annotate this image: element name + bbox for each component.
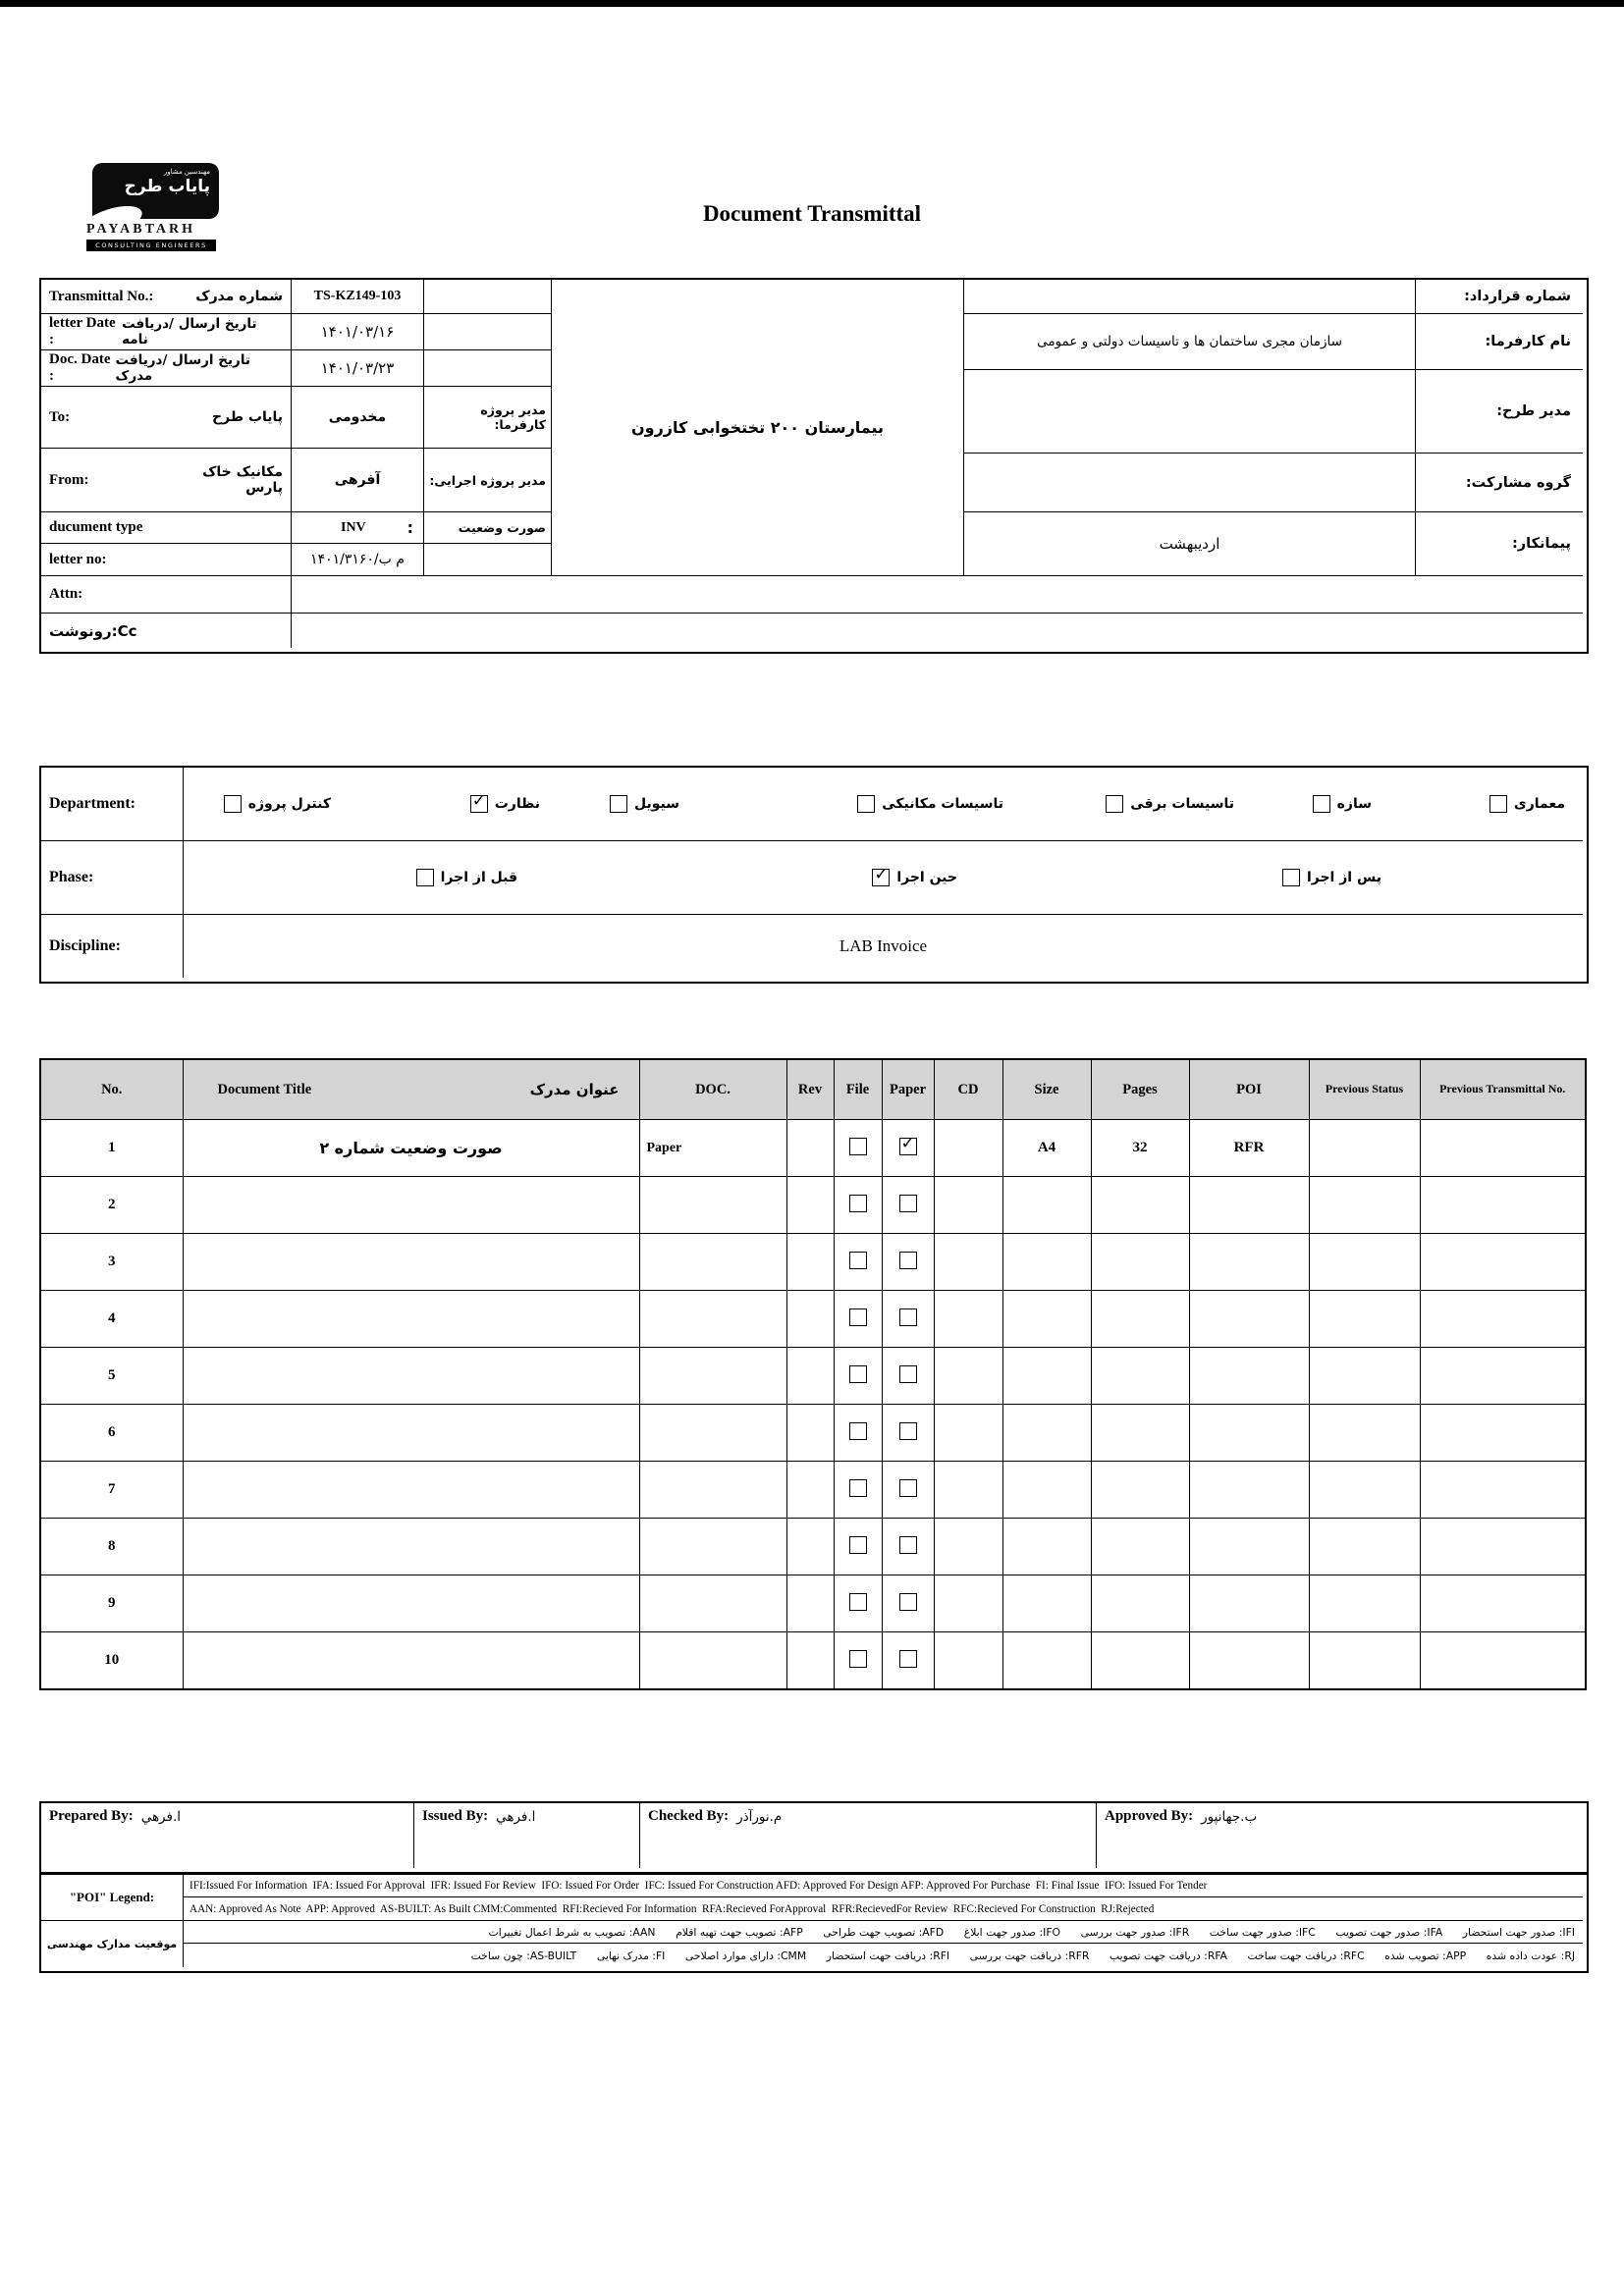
letter-date-value: ۱۴۰۱/۰۳/۱۶ — [292, 314, 424, 350]
size — [1002, 1177, 1091, 1234]
document-title — [183, 1519, 639, 1575]
checked-by-name: م.نورآذر — [736, 1809, 783, 1825]
poi — [1189, 1405, 1309, 1462]
row-no: 2 — [40, 1177, 183, 1234]
table-row — [40, 1462, 1586, 1519]
checkbox-option — [1489, 795, 1565, 813]
poi — [1189, 1234, 1309, 1291]
checkbox[interactable] — [899, 1422, 917, 1440]
checkbox-checked[interactable] — [470, 795, 488, 813]
doc-type-value-cell — [292, 512, 424, 544]
prepared-by-name: ا.فرهي — [140, 1809, 182, 1825]
signature-row — [39, 1801, 1589, 1874]
pages — [1091, 1177, 1189, 1234]
partnership-group-value — [964, 454, 1416, 512]
checkbox[interactable] — [899, 1593, 917, 1611]
poi: RFR — [1189, 1120, 1309, 1177]
checkbox[interactable] — [1489, 795, 1507, 813]
issued-by-cell — [414, 1803, 640, 1868]
cd — [934, 1120, 1002, 1177]
size — [1002, 1632, 1091, 1690]
checkbox-label: سیویل — [633, 796, 679, 812]
pages — [1091, 1348, 1189, 1405]
rev — [786, 1291, 834, 1348]
checkbox-label: کنترل پروژه — [247, 796, 331, 812]
checkbox[interactable] — [1282, 869, 1300, 886]
checkbox[interactable] — [1313, 795, 1330, 813]
cd — [934, 1177, 1002, 1234]
pages — [1091, 1405, 1189, 1462]
pages: 32 — [1091, 1120, 1189, 1177]
issued-by-label: Issued By: — [422, 1808, 489, 1824]
checkbox[interactable] — [849, 1479, 867, 1497]
size — [1002, 1575, 1091, 1632]
size — [1002, 1234, 1091, 1291]
file-checkbox-cell — [834, 1348, 882, 1405]
paper-checkbox-cell — [882, 1462, 934, 1519]
size — [1002, 1348, 1091, 1405]
checkbox[interactable] — [899, 1536, 917, 1554]
doc-type-value: INV — [341, 519, 366, 535]
letter-date-label: letter Date : — [49, 315, 116, 347]
checkbox[interactable] — [849, 1252, 867, 1269]
checkbox[interactable] — [849, 1195, 867, 1212]
file-checkbox-cell — [834, 1575, 882, 1632]
checkbox-label: نظارت — [494, 796, 540, 812]
document-title — [183, 1405, 639, 1462]
approved-by-cell — [1097, 1803, 1583, 1868]
checkbox-label: حین اجرا — [896, 870, 957, 885]
attn-label-cell — [41, 576, 292, 614]
letter-date-label-cell — [41, 314, 292, 350]
logo-subtitle: CONSULTING ENGINEERS — [86, 240, 216, 251]
cd — [934, 1462, 1002, 1519]
fa-legend-label: موقعیت مدارک مهندسی — [41, 1921, 184, 1967]
to-role-label: مدیر پروژه کارفرما: — [424, 387, 552, 449]
poi — [1189, 1177, 1309, 1234]
size — [1002, 1519, 1091, 1575]
file-checkbox-cell — [834, 1405, 882, 1462]
pages — [1091, 1234, 1189, 1291]
table-header-row — [40, 1059, 1586, 1120]
phase-options — [184, 841, 1583, 915]
cd — [934, 1519, 1002, 1575]
phase-label-cell — [41, 841, 184, 915]
size: A4 — [1002, 1120, 1091, 1177]
checkbox-option — [872, 869, 957, 886]
table-row — [40, 1348, 1586, 1405]
previous-transmittal-no — [1420, 1632, 1586, 1690]
issued-by-name: ا.فرهي — [496, 1809, 536, 1825]
letter-date-label-fa: تاریخ ارسال /دریافت نامه — [122, 316, 257, 347]
attn-label: Attn: — [49, 586, 83, 602]
doc-date-label-cell — [41, 350, 292, 387]
doc-medium — [639, 1291, 786, 1348]
partnership-group-label: گروه مشارکت: — [1416, 454, 1583, 512]
paper-checkbox-cell — [882, 1405, 934, 1462]
client-name-value: سازمان مجری ساختمان ها و تاسیسات دولتی و عمومی — [964, 314, 1416, 370]
empty-cell — [424, 544, 552, 576]
col-rev: Rev — [786, 1059, 834, 1120]
table-row — [40, 1405, 1586, 1462]
page-title: Document Transmittal — [702, 201, 922, 226]
department-options — [184, 768, 1583, 841]
previous-status — [1309, 1291, 1420, 1348]
size — [1002, 1291, 1091, 1348]
doc-medium — [639, 1234, 786, 1291]
rev — [786, 1405, 834, 1462]
checkbox-label: قبل از اجرا — [440, 870, 517, 885]
checkbox-option — [610, 795, 679, 813]
rev — [786, 1462, 834, 1519]
doc-medium — [639, 1405, 786, 1462]
contractor-value: اردیبهشت — [964, 512, 1416, 576]
file-checkbox-cell — [834, 1519, 882, 1575]
checkbox[interactable] — [849, 1365, 867, 1383]
department-label: Department: — [49, 795, 135, 812]
department-label-cell — [41, 768, 184, 841]
checkbox[interactable] — [849, 1536, 867, 1554]
row-no: 8 — [40, 1519, 183, 1575]
table-row — [40, 1632, 1586, 1690]
checked-by-cell — [640, 1803, 1097, 1868]
document-title — [183, 1177, 639, 1234]
from-role-label: مدیر پروژه اجرایی: — [424, 449, 552, 512]
doc-type-fa: صورت وضعیت — [424, 512, 552, 544]
previous-status — [1309, 1632, 1420, 1690]
row-no: 5 — [40, 1348, 183, 1405]
checkbox[interactable] — [899, 1252, 917, 1269]
letter-no-value: ۱۴۰۱/۳۱۶۰/م ب — [292, 544, 424, 576]
file-checkbox-cell — [834, 1234, 882, 1291]
file-checkbox-cell — [834, 1462, 882, 1519]
previous-transmittal-no — [1420, 1519, 1586, 1575]
previous-transmittal-no — [1420, 1575, 1586, 1632]
transmittal-no-value: TS-KZ149-103 — [292, 280, 424, 314]
classification-table — [39, 766, 1589, 984]
file-checkbox-cell — [834, 1632, 882, 1690]
project-name: بیمارستان ۲۰۰ تختخوابی کازرون — [552, 280, 964, 576]
empty-cell — [424, 350, 552, 387]
file-checkbox-cell — [834, 1120, 882, 1177]
checkbox-option — [416, 869, 517, 886]
doc-type-separator: : — [406, 518, 413, 537]
checkbox-label: تاسیسات مکانیکی — [882, 796, 1003, 812]
checkbox-option — [1282, 869, 1381, 886]
approved-by-label: Approved By: — [1105, 1808, 1194, 1824]
previous-status — [1309, 1462, 1420, 1519]
doc-date-value: ۱۴۰۱/۰۳/۲۳ — [292, 350, 424, 387]
cd — [934, 1405, 1002, 1462]
col-size: Size — [1002, 1059, 1091, 1120]
legend-fa-line1: IFI: صدور جهت استحضار IFA: صدور جهت تصویب IFC: صدور جهت ساخت IFR: صدور جهت بررسی IFO: صدور جهت ابلاغ AFD: تصویب جهت طراحی AFP: تصویب جهت تهیه اقلام AAN: تصویب به شرط اعمال تغییرات — [184, 1921, 1583, 1944]
pages — [1091, 1575, 1189, 1632]
previous-transmittal-no — [1420, 1234, 1586, 1291]
col-no: No. — [40, 1059, 183, 1120]
rev — [786, 1575, 834, 1632]
poi — [1189, 1575, 1309, 1632]
checkbox[interactable] — [899, 1308, 917, 1326]
poi — [1189, 1519, 1309, 1575]
cd — [934, 1291, 1002, 1348]
cc-value — [292, 614, 1583, 648]
letter-no-label: letter no: — [49, 551, 107, 567]
checkbox[interactable] — [899, 1365, 917, 1383]
document-title — [183, 1348, 639, 1405]
checkbox[interactable] — [224, 795, 242, 813]
doc-medium — [639, 1462, 786, 1519]
legend-fa-line2: RJ: عودت داده شده APP: تصویب شده RFC: دریافت جهت ساخت RFA: دریافت جهت تصویب RFR: دریافت جهت بررسی RFI: دریافت جهت استحضار CMM: دارای موارد اصلاحی FI: مدرک نهایی AS-BUILT: چون ساخت — [470, 1949, 1575, 1962]
pages — [1091, 1291, 1189, 1348]
paper-checkbox-cell — [882, 1632, 934, 1690]
cd — [934, 1234, 1002, 1291]
legend-en-line1: IFI:Issued For Information IFA: Issued For Approval IFR: Issued For Review IFO: Issued For Order IFC: Issued For Construction AFD: Approved For Design AFP: Approved For Purchase FI: Final Issue IFO: Issued For Tender — [184, 1875, 1583, 1897]
paper-checkbox-cell — [882, 1177, 934, 1234]
transmittal-no-label-cell — [41, 280, 292, 314]
to-label-cell — [41, 387, 292, 449]
paper-checkbox-cell — [882, 1291, 934, 1348]
doc-date-label: Doc. Date : — [49, 351, 111, 384]
checkbox[interactable] — [416, 869, 434, 886]
col-previous-transmittal-no: Previous Transmittal No. — [1420, 1059, 1586, 1120]
col-previous-status: Previous Status — [1309, 1059, 1420, 1120]
document-title — [183, 1632, 639, 1690]
documents-table — [39, 1058, 1587, 1690]
from-label: From: — [49, 471, 89, 488]
rev — [786, 1234, 834, 1291]
doc-medium: Paper — [639, 1120, 786, 1177]
prepared-by-cell — [41, 1803, 414, 1868]
attn-value — [292, 576, 1583, 614]
checkbox-option — [224, 795, 331, 813]
checkbox[interactable] — [610, 795, 627, 813]
document-title: صورت وضعیت شماره ۲ — [183, 1120, 639, 1177]
poi-legend-label: "POI" Legend: — [41, 1875, 184, 1921]
col-title — [183, 1059, 639, 1120]
letter-no-label-cell — [41, 544, 292, 576]
document-title — [183, 1291, 639, 1348]
logo-tiny-text: مهندسین مشاور — [163, 168, 210, 176]
checkbox[interactable] — [849, 1138, 867, 1155]
file-checkbox-cell — [834, 1291, 882, 1348]
pages — [1091, 1519, 1189, 1575]
checkbox-option — [857, 795, 1003, 813]
doc-medium — [639, 1632, 786, 1690]
previous-transmittal-no — [1420, 1405, 1586, 1462]
doc-type-label: ducument type — [49, 519, 143, 535]
checkbox-checked[interactable] — [872, 869, 890, 886]
row-no: 7 — [40, 1462, 183, 1519]
document-title — [183, 1234, 639, 1291]
previous-status — [1309, 1177, 1420, 1234]
document-title — [183, 1575, 639, 1632]
logo-latin-name: PAYABTARH — [86, 222, 196, 237]
col-file: File — [834, 1059, 882, 1120]
design-manager-label: مدیر طرح: — [1416, 370, 1583, 454]
previous-transmittal-no — [1420, 1348, 1586, 1405]
legend-table — [39, 1873, 1589, 1973]
col-title-fa: عنوان مدرک — [529, 1081, 620, 1098]
cd — [934, 1348, 1002, 1405]
empty-cell — [424, 314, 552, 350]
previous-transmittal-no — [1420, 1177, 1586, 1234]
checkbox-option — [470, 795, 540, 813]
to-label: To: — [49, 408, 71, 425]
doc-medium — [639, 1348, 786, 1405]
checkbox[interactable] — [849, 1422, 867, 1440]
transmittal-no-label-fa: شماره مدرک — [195, 289, 283, 304]
size — [1002, 1405, 1091, 1462]
paper-checkbox-cell — [882, 1575, 934, 1632]
checked-by-label: Checked By: — [648, 1808, 730, 1824]
transmittal-no-label: Transmittal No.: — [49, 288, 154, 304]
rev — [786, 1120, 834, 1177]
previous-status — [1309, 1348, 1420, 1405]
poi — [1189, 1348, 1309, 1405]
checkbox-option — [1106, 795, 1234, 813]
pages — [1091, 1462, 1189, 1519]
empty-cell — [424, 280, 552, 314]
col-doc: DOC. — [639, 1059, 786, 1120]
paper-checkbox-cell — [882, 1120, 934, 1177]
table-row — [40, 1519, 1586, 1575]
document-title — [183, 1462, 639, 1519]
rev — [786, 1177, 834, 1234]
logo-persian-name: پایاب طرح — [124, 177, 210, 196]
rev — [786, 1348, 834, 1405]
phase-label: Phase: — [49, 869, 94, 885]
checkbox[interactable] — [899, 1195, 917, 1212]
document-rows — [40, 1120, 1586, 1690]
doc-date-label-fa: تاریخ ارسال /دریافت مدرک — [115, 352, 250, 384]
checkbox[interactable] — [899, 1479, 917, 1497]
checkbox-checked[interactable] — [899, 1138, 917, 1155]
file-checkbox-cell — [834, 1177, 882, 1234]
checkbox[interactable] — [857, 795, 875, 813]
doc-medium — [639, 1519, 786, 1575]
checkbox[interactable] — [849, 1593, 867, 1611]
to-org: پایاب طرح — [212, 409, 283, 425]
discipline-label-cell — [41, 915, 184, 978]
poi — [1189, 1462, 1309, 1519]
from-org: مکانیک خاک پارس — [202, 464, 283, 496]
col-pages: Pages — [1091, 1059, 1189, 1120]
cd — [934, 1632, 1002, 1690]
checkbox[interactable] — [849, 1308, 867, 1326]
previous-transmittal-no — [1420, 1120, 1586, 1177]
paper-checkbox-cell — [882, 1234, 934, 1291]
table-row — [40, 1120, 1586, 1177]
checkbox-label: سازه — [1336, 796, 1372, 812]
doc-medium — [639, 1177, 786, 1234]
from-label-cell — [41, 449, 292, 512]
discipline-value-cell — [184, 915, 1583, 978]
row-no: 6 — [40, 1405, 183, 1462]
checkbox[interactable] — [849, 1650, 867, 1668]
row-no: 4 — [40, 1291, 183, 1348]
cc-label: Cc:رونوشت — [41, 614, 292, 648]
col-paper: Paper — [882, 1059, 934, 1120]
checkbox-label: تاسیسات برقی — [1130, 796, 1234, 812]
from-person: آفرهی — [292, 449, 424, 512]
rev — [786, 1519, 834, 1575]
approved-by-name: ب.جهانپور — [1201, 1809, 1258, 1825]
checkbox[interactable] — [1106, 795, 1123, 813]
checkbox-option — [1313, 795, 1372, 813]
client-name-label: نام کارفرما: — [1416, 314, 1583, 370]
legend-en-line2: AAN: Approved As Note APP: Approved AS-BUILT: As Built CMM:Commented RFI:Recieved For Information RFA:Recieved ForApproval RFR:RecievedFor Review RFC:Recieved For Construction RJ:Rejected — [184, 1897, 1583, 1921]
previous-transmittal-no — [1420, 1462, 1586, 1519]
scan-edge-strip — [0, 0, 1624, 7]
info-table — [39, 278, 1589, 654]
cd — [934, 1575, 1002, 1632]
row-no: 3 — [40, 1234, 183, 1291]
previous-status — [1309, 1575, 1420, 1632]
row-no: 1 — [40, 1120, 183, 1177]
discipline-value: LAB Invoice — [839, 936, 928, 955]
prepared-by-label: Prepared By: — [49, 1808, 134, 1824]
row-no: 10 — [40, 1632, 183, 1690]
previous-status — [1309, 1120, 1420, 1177]
table-row — [40, 1575, 1586, 1632]
previous-transmittal-no — [1420, 1291, 1586, 1348]
previous-status — [1309, 1234, 1420, 1291]
poi — [1189, 1632, 1309, 1690]
design-manager-value — [964, 370, 1416, 454]
paper-checkbox-cell — [882, 1519, 934, 1575]
table-row — [40, 1234, 1586, 1291]
table-row — [40, 1291, 1586, 1348]
contract-no-value — [964, 280, 1416, 314]
doc-medium — [639, 1575, 786, 1632]
poi — [1189, 1291, 1309, 1348]
previous-status — [1309, 1519, 1420, 1575]
size — [1002, 1462, 1091, 1519]
col-cd: CD — [934, 1059, 1002, 1120]
pages — [1091, 1632, 1189, 1690]
paper-checkbox-cell — [882, 1348, 934, 1405]
contract-no-label: شماره قرارداد: — [1416, 280, 1583, 314]
col-poi: POI — [1189, 1059, 1309, 1120]
to-person: مخدومی — [292, 387, 424, 449]
previous-status — [1309, 1405, 1420, 1462]
row-no: 9 — [40, 1575, 183, 1632]
col-title-en: Document Title — [217, 1081, 312, 1097]
rev — [786, 1632, 834, 1690]
doc-type-label-cell — [41, 512, 292, 544]
checkbox-label: پس از اجرا — [1306, 870, 1381, 885]
checkbox[interactable] — [899, 1650, 917, 1668]
table-row — [40, 1177, 1586, 1234]
contractor-label: پیمانکار: — [1416, 512, 1583, 576]
discipline-label: Discipline: — [49, 937, 121, 954]
checkbox-label: معماری — [1513, 796, 1565, 812]
